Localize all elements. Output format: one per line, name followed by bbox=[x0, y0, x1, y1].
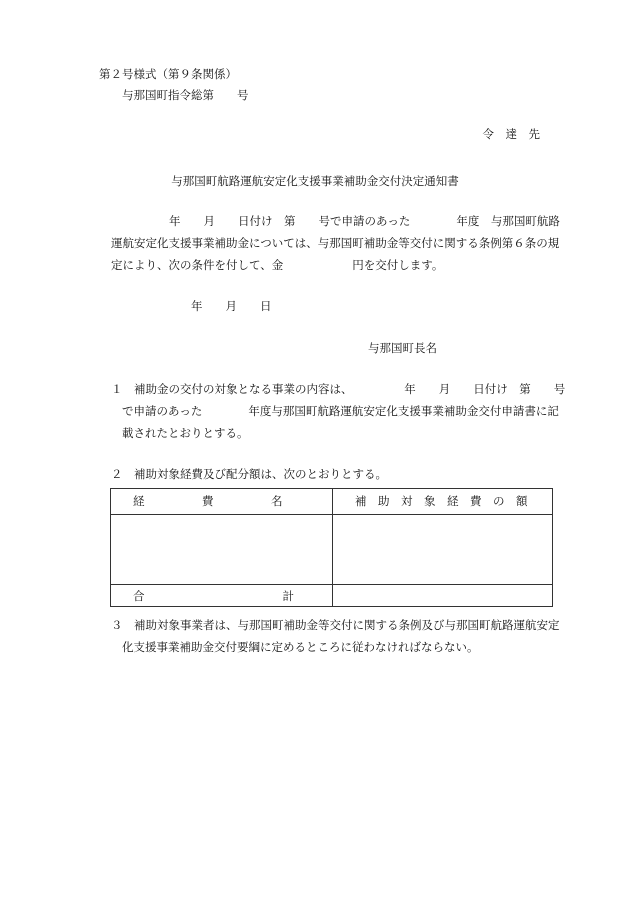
item-1-line-3: 載されたとおりとする。 bbox=[122, 426, 249, 440]
body-line-1: 年 月 日付け 第 号で申請のあった 年度 与那国町航路 bbox=[146, 214, 560, 228]
table-column-divider bbox=[332, 489, 333, 606]
table-header-subsidy-amount: 補 助 対 象 経 費 の 額 bbox=[355, 494, 528, 508]
body-line-2: 運航安定化支援事業補助金については、与那国町補助金等交付に関する条例第６条の規 bbox=[111, 236, 560, 250]
table-header-expense-name: 経 費 名 bbox=[133, 494, 283, 508]
directive-number: 与那国町指令総第 号 bbox=[122, 88, 249, 102]
table-total-label: 合 計 bbox=[133, 589, 294, 603]
table-total-divider bbox=[111, 584, 552, 585]
item-1-line-1: １ 補助金の交付の対象となる事業の内容は、 年 月 日付け 第 号 bbox=[111, 382, 566, 396]
signer-name: 与那国町長名 bbox=[368, 341, 437, 355]
item-3-line-1: ３ 補助対象事業者は、与那国町補助金等交付に関する条例及び与那国町航路運航安定 bbox=[111, 618, 560, 632]
item-2: ２ 補助対象経費及び配分額は、次のとおりとする。 bbox=[111, 467, 387, 481]
body-line-3: 定により、次の条件を付して、金 円を交付します。 bbox=[111, 258, 444, 272]
table-header-divider bbox=[111, 514, 552, 515]
expense-table bbox=[110, 488, 553, 607]
item-3-line-2: 化支援事業補助金交付要綱に定めるところに従わなければならない。 bbox=[122, 640, 479, 654]
form-number: 第２号様式（第９条関係） bbox=[99, 67, 237, 81]
recipient-label: 令 達 先 bbox=[482, 127, 540, 141]
issue-date: 年 月 日 bbox=[191, 299, 272, 313]
document-title: 与那国町航路運航安定化支援事業補助金交付決定通知書 bbox=[171, 174, 459, 188]
item-1-line-2: で申請のあった 年度与那国町航路運航安定化支援事業補助金交付申請書に記 bbox=[122, 404, 559, 418]
